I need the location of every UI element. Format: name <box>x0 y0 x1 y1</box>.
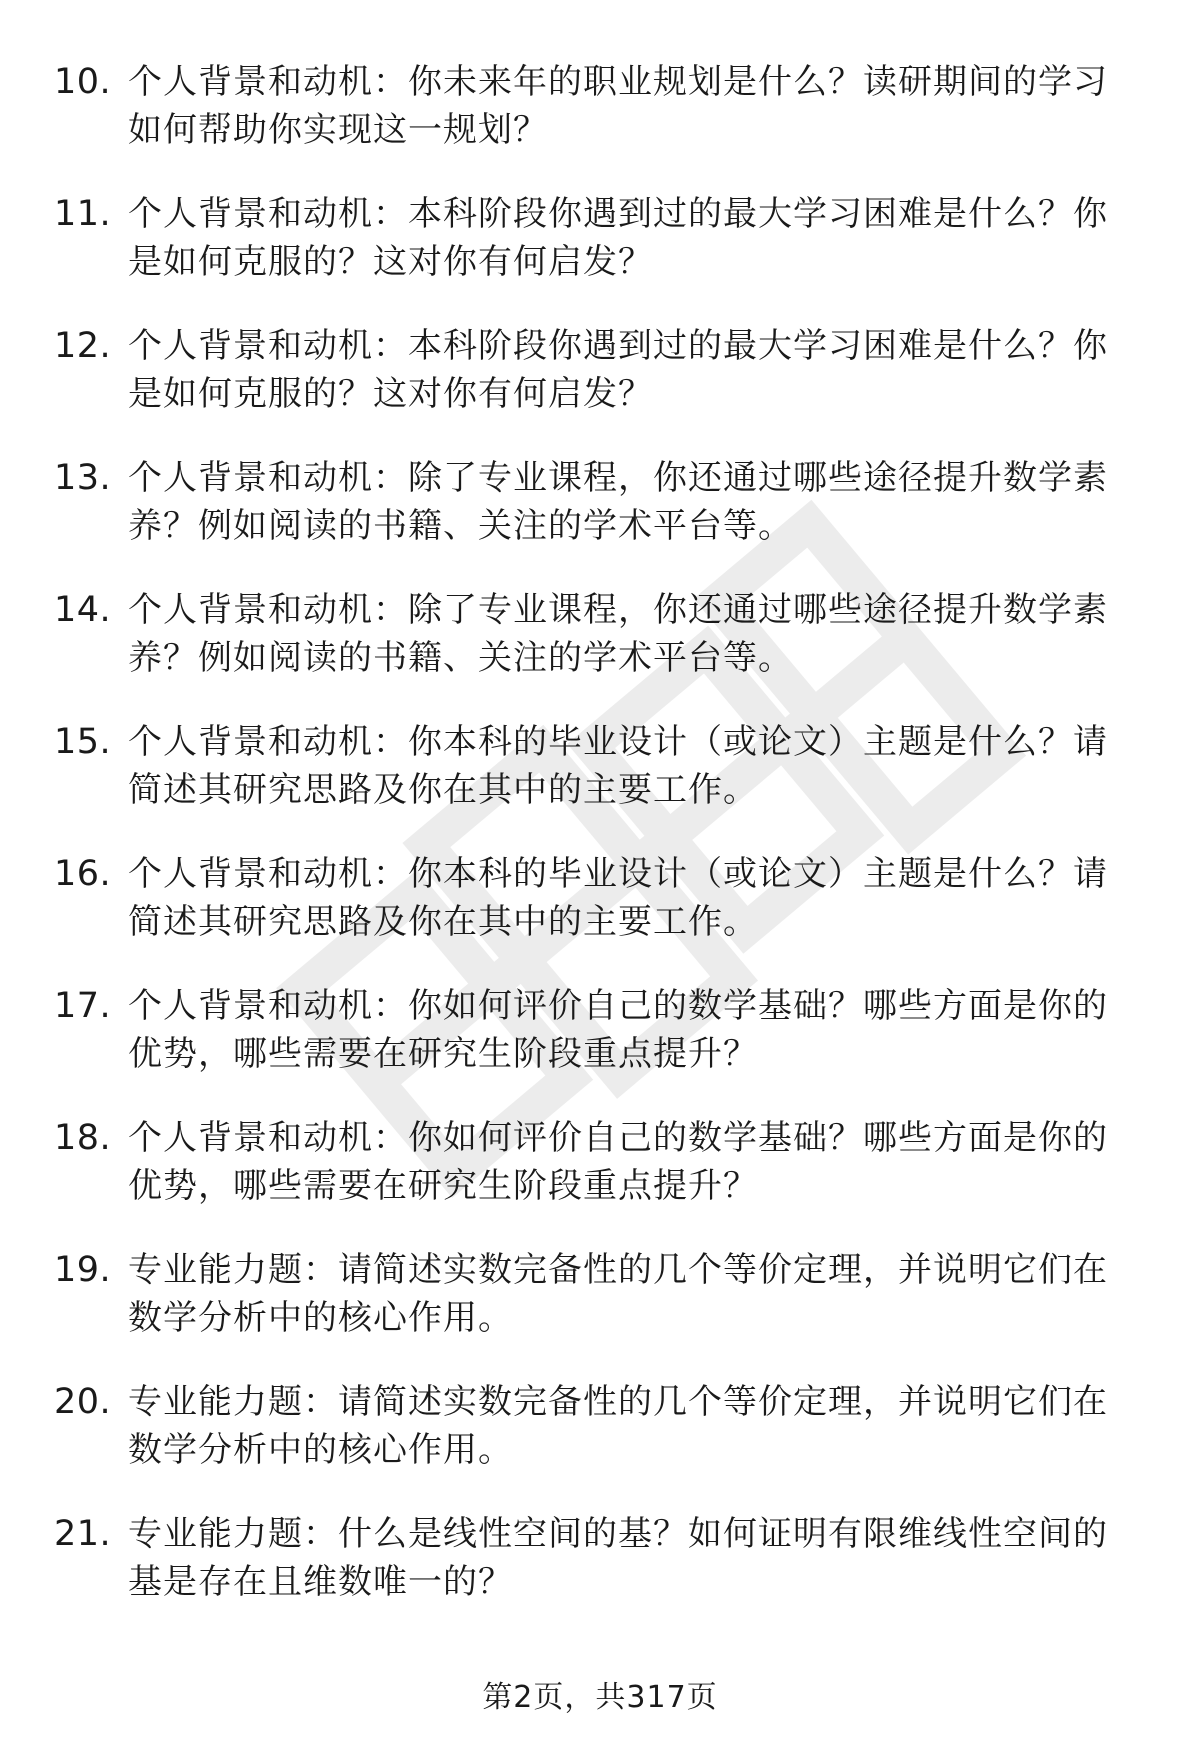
question-text: 专业能力题：什么是线性空间的基？如何证明有限维线性空间的基是存在且维数唯一的？ <box>128 1514 1108 1602</box>
question-number: 16. <box>54 854 112 894</box>
question-number: 13. <box>54 458 112 498</box>
question-text: 个人背景和动机：本科阶段你遇到过的最大学习困难是什么？你是如何克服的？这对你有何启发？ <box>128 194 1108 282</box>
question-item <box>0 1372 1200 1504</box>
question-item <box>0 844 1200 976</box>
question-text: 个人背景和动机：本科阶段你遇到过的最大学习困难是什么？你是如何克服的？这对你有何启发？ <box>128 326 1108 414</box>
question-text: 个人背景和动机：你如何评价自己的数学基础？哪些方面是你的优势，哪些需要在研究生阶段重点提升？ <box>128 1118 1108 1206</box>
question-text: 专业能力题：请简述实数完备性的几个等价定理，并说明它们在数学分析中的核心作用。 <box>128 1250 1108 1338</box>
question-number: 15. <box>54 722 112 762</box>
question-item <box>0 712 1200 844</box>
question-text: 个人背景和动机：你如何评价自己的数学基础？哪些方面是你的优势，哪些需要在研究生阶段重点提升？ <box>128 986 1108 1074</box>
question-item <box>0 976 1200 1108</box>
question-item <box>0 1504 1200 1636</box>
question-number: 21. <box>54 1514 112 1554</box>
question-number: 10. <box>54 62 112 102</box>
question-item <box>0 52 1200 184</box>
question-text: 个人背景和动机：你本科的毕业设计（或论文）主题是什么？请简述其研究思路及你在其中的主要工作。 <box>128 854 1108 942</box>
question-number: 19. <box>54 1250 112 1290</box>
question-number: 17. <box>54 986 112 1026</box>
page-footer: 第2页，共317页 <box>482 1680 718 1715</box>
question-item <box>0 316 1200 448</box>
question-number: 12. <box>54 326 112 366</box>
question-list <box>0 52 1200 1636</box>
question-text: 个人背景和动机：你未来年的职业规划是什么？读研期间的学习如何帮助你实现这一规划？ <box>128 62 1108 150</box>
question-text: 个人背景和动机：除了专业课程，你还通过哪些途径提升数学素养？例如阅读的书籍、关注的学术平台等。 <box>128 458 1108 546</box>
question-number: 18. <box>54 1118 112 1158</box>
question-item <box>0 1108 1200 1240</box>
question-item <box>0 448 1200 580</box>
question-item <box>0 184 1200 316</box>
question-number: 11. <box>54 194 112 234</box>
question-text: 个人背景和动机：除了专业课程，你还通过哪些途径提升数学素养？例如阅读的书籍、关注的学术平台等。 <box>128 590 1108 678</box>
question-text: 专业能力题：请简述实数完备性的几个等价定理，并说明它们在数学分析中的核心作用。 <box>128 1382 1108 1470</box>
question-number: 20. <box>54 1382 112 1422</box>
question-item <box>0 1240 1200 1372</box>
question-number: 14. <box>54 590 112 630</box>
question-item <box>0 580 1200 712</box>
question-text: 个人背景和动机：你本科的毕业设计（或论文）主题是什么？请简述其研究思路及你在其中的主要工作。 <box>128 722 1108 810</box>
